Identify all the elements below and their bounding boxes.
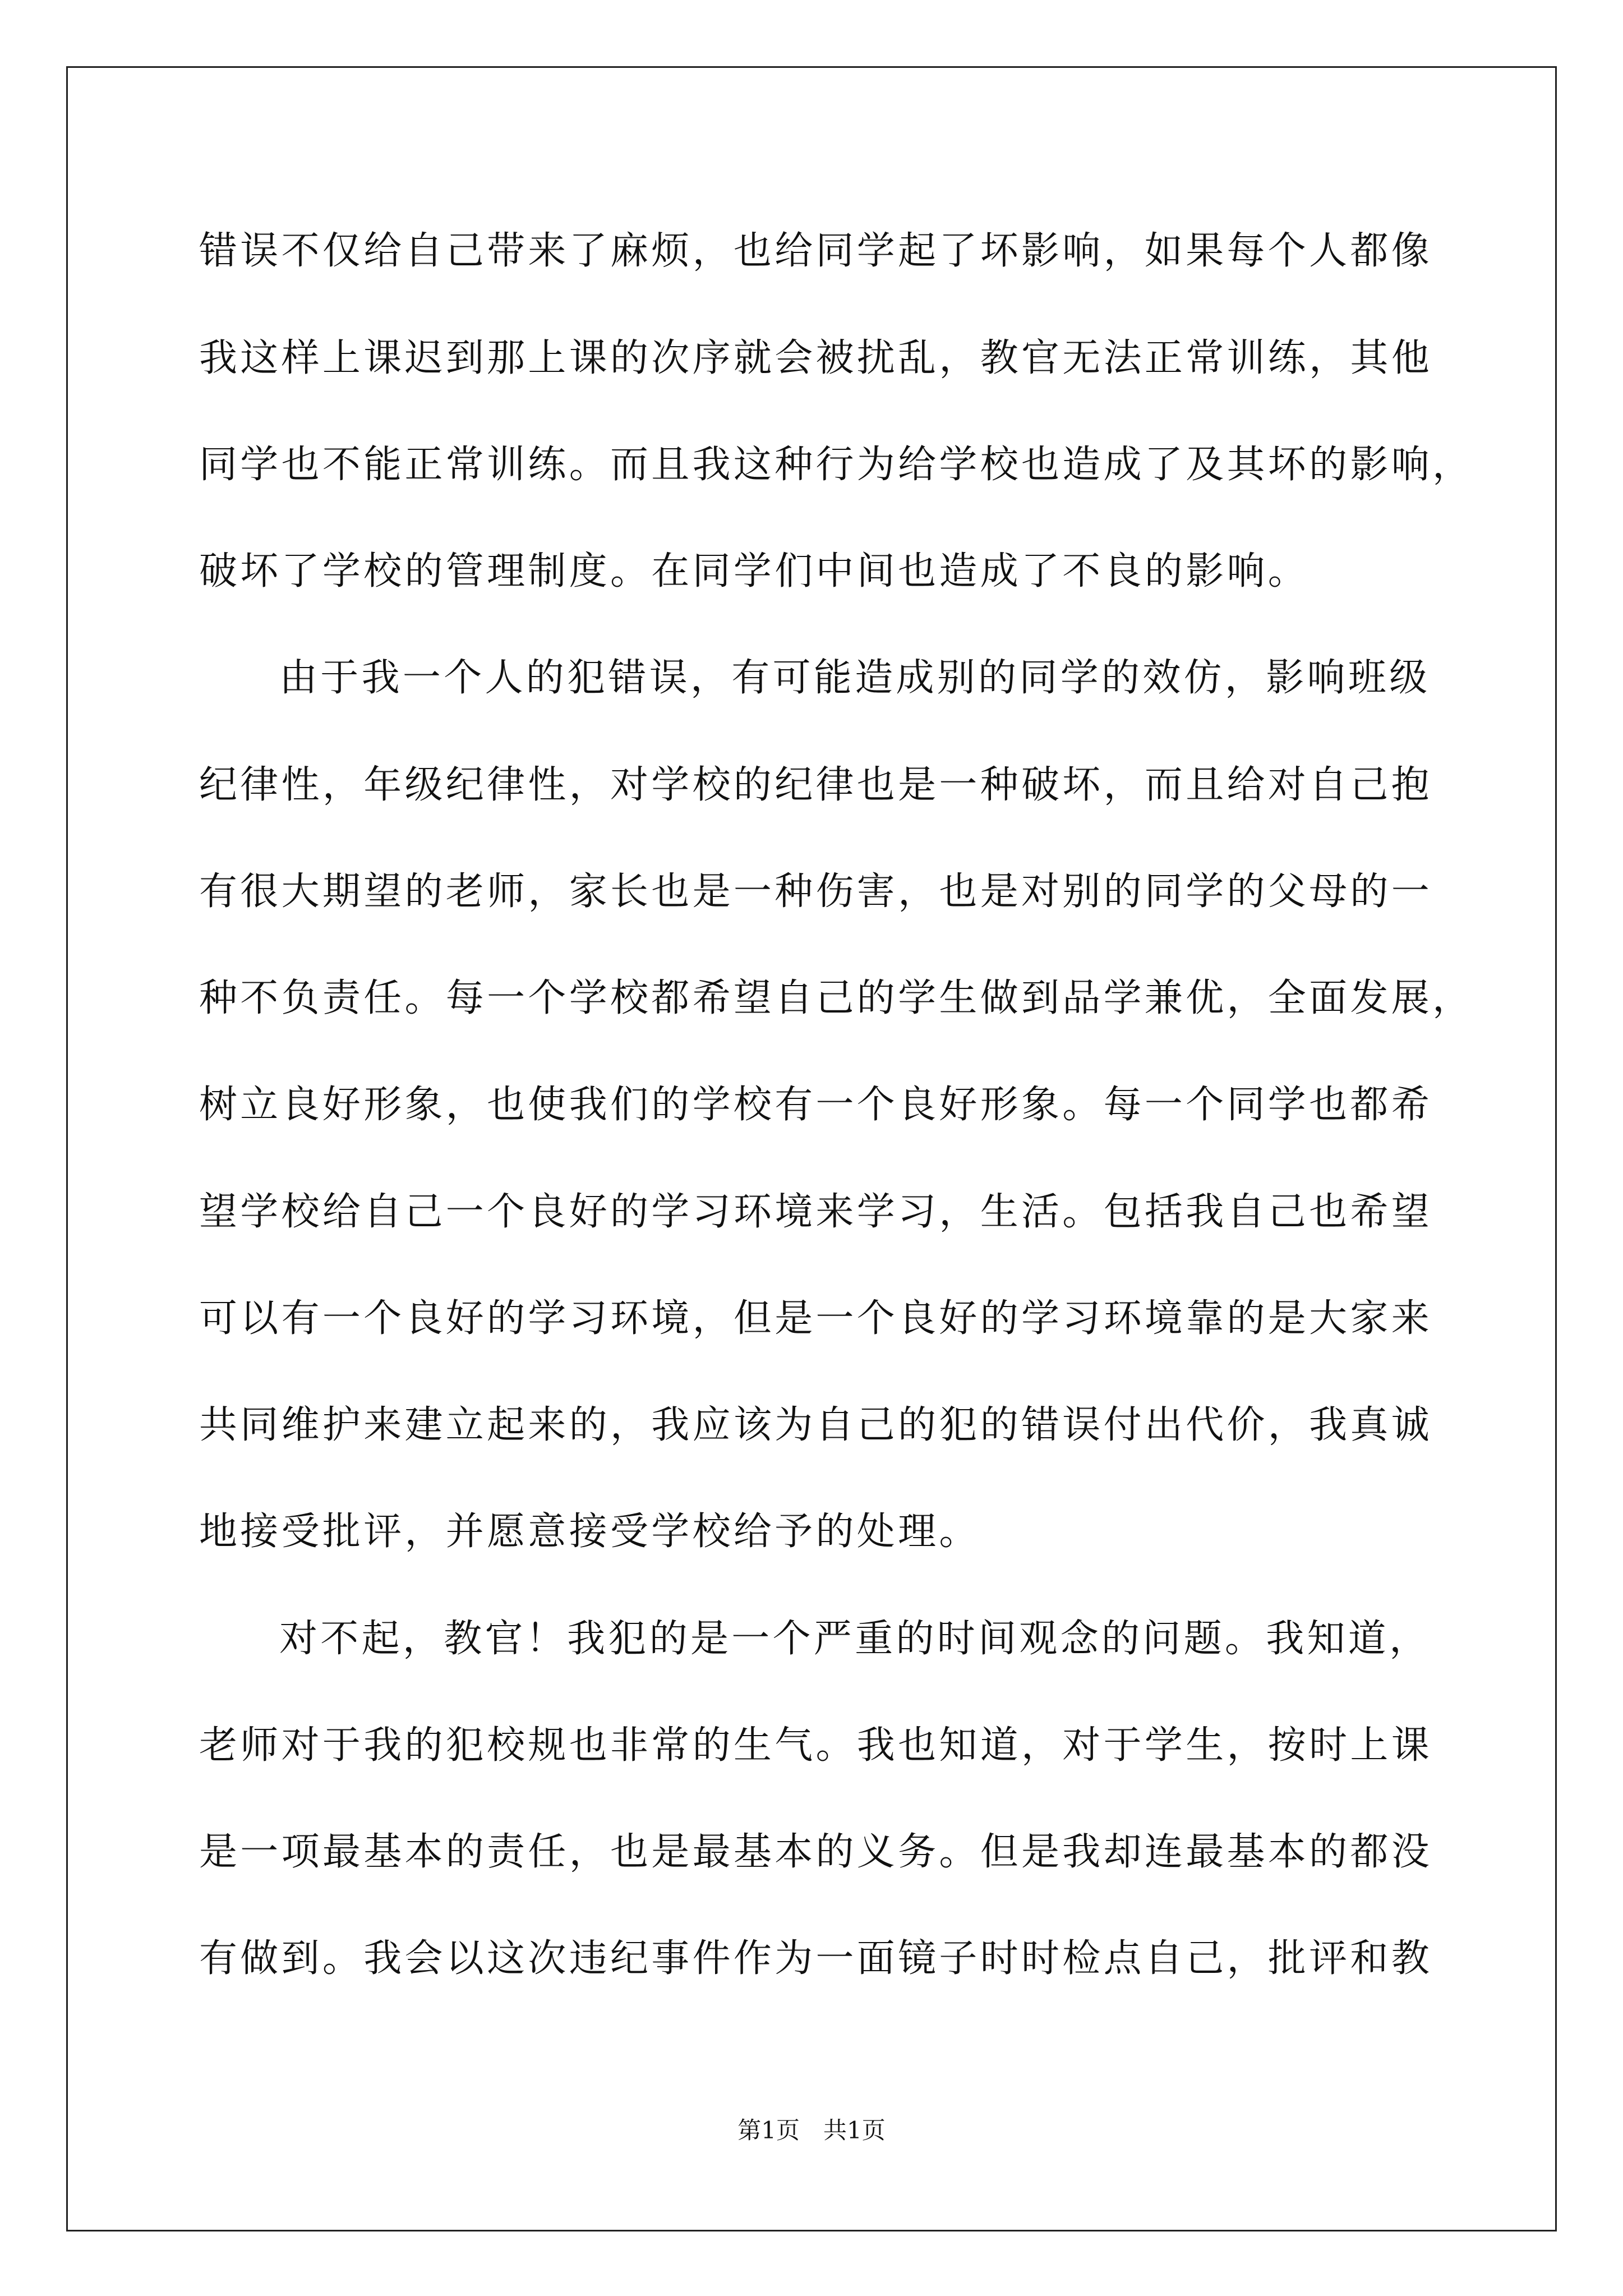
- body-text-line: 老师对于我的犯校规也非常的生气。我也知道，对于学生，按时上课: [199, 1723, 1433, 1768]
- body-text-line: 望学校给自己一个良好的学习环境来学习，生活。包括我自己也希望: [199, 1190, 1433, 1234]
- body-text-line: 对不起，教官！我犯的是一个严重的时间观念的问题。我知道，: [279, 1617, 1431, 1661]
- page-number-footer: 第1页 共1页: [737, 2116, 886, 2144]
- body-text-line: 种不负责任。每一个学校都希望自己的学生做到品学兼优，全面发展，: [199, 976, 1474, 1020]
- page-border: [66, 66, 1557, 2231]
- body-text-line: 地接受批评，并愿意接受学校给予的处理。: [199, 1510, 980, 1554]
- body-text-line: 破坏了学校的管理制度。在同学们中间也造成了不良的影响。: [199, 549, 1310, 593]
- body-text-line: 错误不仅给自己带来了麻烦，也给同学起了坏影响，如果每个人都像: [199, 229, 1433, 273]
- body-text-line: 纪律性，年级纪律性，对学校的纪律也是一种破坏，而且给对自己抱: [199, 763, 1433, 807]
- body-text-line: 同学也不能正常训练。而且我这种行为给学校也造成了及其坏的影响，: [199, 443, 1474, 487]
- body-text-line: 是一项最基本的责任，也是最基本的义务。但是我却连最基本的都没: [199, 1830, 1433, 1874]
- body-text-line: 有做到。我会以这次违纪事件作为一面镜子时时检点自己，批评和教: [199, 1936, 1433, 1981]
- body-text-line: 有很大期望的老师，家长也是一种伤害，也是对别的同学的父母的一: [199, 869, 1433, 914]
- body-text-line: 可以有一个良好的学习环境，但是一个良好的学习环境靠的是大家来: [199, 1296, 1433, 1341]
- body-text-line: 我这样上课迟到那上课的次序就会被扰乱，教官无法正常训练，其他: [199, 336, 1433, 380]
- body-text-line: 树立良好形象，也使我们的学校有一个良好形象。每一个同学也都希: [199, 1083, 1433, 1127]
- body-text-line: 由于我一个人的犯错误，有可能造成别的同学的效仿，影响班级: [279, 656, 1431, 700]
- body-text-line: 共同维护来建立起来的，我应该为自己的犯的错误付出代价，我真诚: [199, 1403, 1433, 1447]
